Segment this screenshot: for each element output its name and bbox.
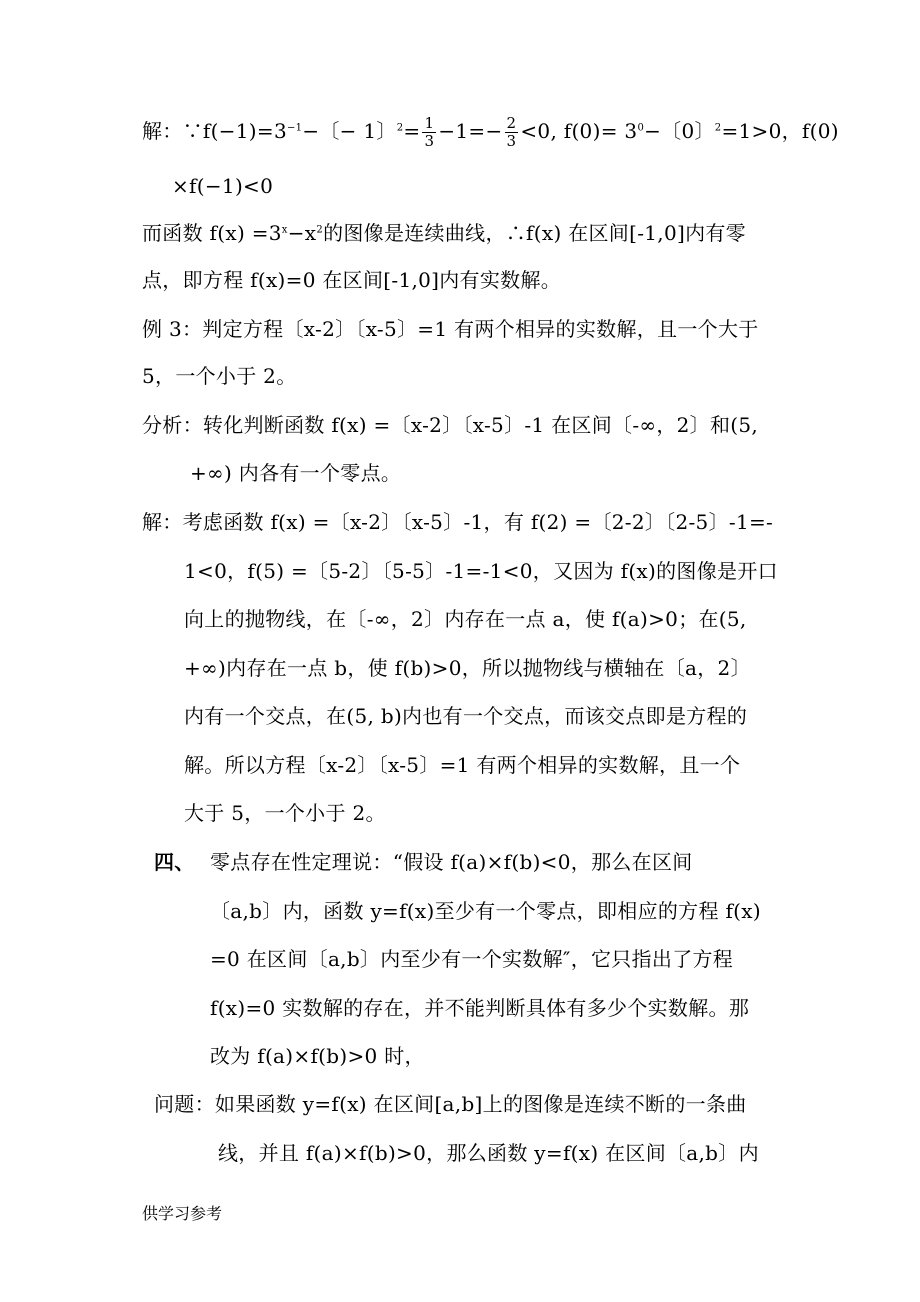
section4-number: 四、 bbox=[154, 850, 195, 874]
solution2-line7: 大于 5，一个小于 2。 bbox=[184, 801, 386, 825]
solution1-line1: 解：$\because f(-1)=3^{-1}-$〔− 1〕$^2$= $\frac{1}{3}$ −1=− $\frac{2}{3}$ <0, $f(0)= 3^0-$〔0〕$^2$=1>0，f(0) bbox=[142, 114, 839, 150]
solution-label: 解：∵ bbox=[142, 119, 203, 143]
section4-line1: 零点存在性定理说：“假设 f(a)×f(b)<0，那么在区间 bbox=[210, 850, 693, 874]
solution2-line6: 解。所以方程〔x-2〕〔x-5〕=1 有两个相异的实数解，且一个 bbox=[184, 753, 741, 777]
section4-line4: f(x)=0 实数解的存在，并不能判断具体有多少个实数解。那 bbox=[210, 996, 750, 1020]
question-line1: 问题：如果函数 y=f(x) 在区间[a,b]上的图像是连续不断的一条曲 bbox=[154, 1092, 747, 1116]
section4-line3: =0 在区间〔a,b〕内至少有一个实数解″，它只指出了方程 bbox=[210, 947, 734, 971]
solution2-line2: 1<0，f(5) =〔5-2〕〔5-5〕-1=-1<0，又因为 f(x)的图像是开口 bbox=[184, 559, 778, 583]
example3-line1: 例 3：判定方程〔x-2〕〔x-5〕=1 有两个相异的实数解，且一个大于 bbox=[142, 317, 759, 341]
example3-line2: 5，一个小于 2。 bbox=[142, 364, 297, 388]
solution1-line3: 而函数 $f(x) =3^x-x^2$的图像是连续曲线，∴f(x) 在区间[-1,0]内有零 bbox=[142, 221, 746, 245]
page-footer: 供学习参考 bbox=[142, 1204, 223, 1223]
solution2-line4: +∞)内存在一点 b，使 f(b)>0，所以抛物线与横轴在〔a，2〕 bbox=[184, 656, 751, 680]
solution1-line4: 点，即方程 f(x)=0 在区间[-1,0]内有实数解。 bbox=[142, 268, 562, 292]
solution2-line1: 解：考虑函数 f(x) =〔x-2〕〔x-5〕-1，有 f(2) =〔2-2〕〔2-5〕-1=- bbox=[142, 510, 774, 534]
section4-line5: 改为 f(a)×f(b)>0 时， bbox=[210, 1044, 425, 1068]
question-line2: 线，并且 f(a)×f(b)>0，那么函数 y=f(x) 在区间〔a,b〕内 bbox=[218, 1141, 759, 1165]
fraction-one-third: $\frac{1}{3}$ bbox=[424, 114, 435, 150]
solution2-line3: 向上的抛物线，在〔-∞，2〕内存在一点 a，使 f(a)>0；在(5, bbox=[184, 607, 747, 631]
section4-line2: 〔a,b〕内，函数 y=f(x)至少有一个零点，即相应的方程 f(x) bbox=[210, 899, 761, 923]
analysis-line1: 分析：转化判断函数 f(x) =〔x-2〕〔x-5〕-1 在区间〔-∞，2〕和(5, bbox=[142, 413, 759, 437]
fraction-two-thirds: $\frac{2}{3}$ bbox=[506, 114, 517, 150]
solution2-line5: 内有一个交点，在(5, b)内也有一个交点，而该交点即是方程的 bbox=[184, 704, 748, 728]
analysis-line2: +∞) 内各有一个零点。 bbox=[190, 461, 402, 485]
solution1-line2: ×f(−1)<0 bbox=[172, 174, 274, 198]
